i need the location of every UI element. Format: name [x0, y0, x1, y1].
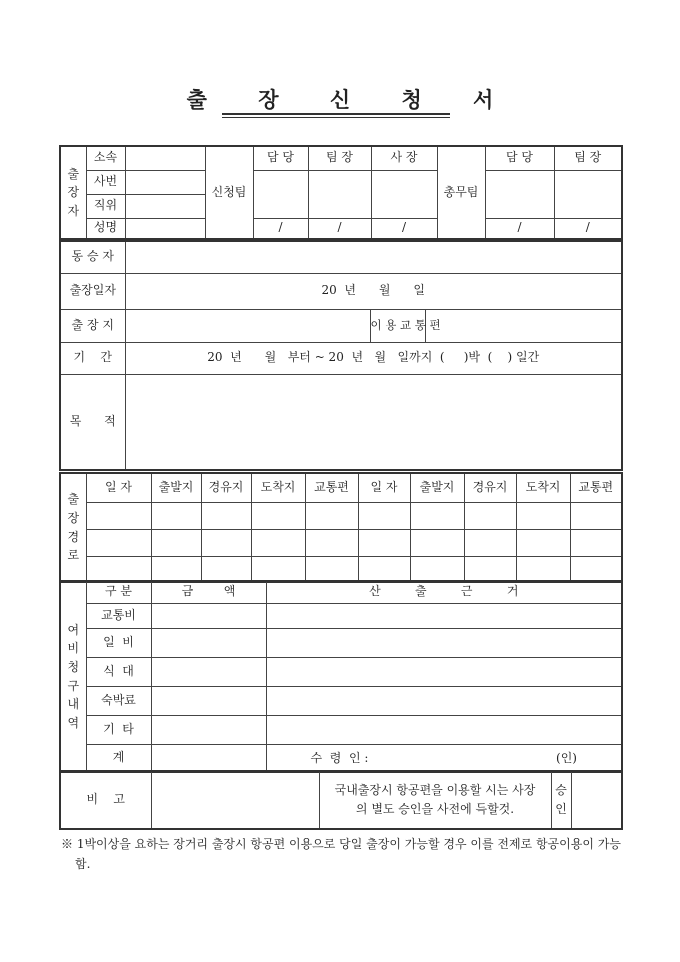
- route-cell[interactable]: [305, 529, 358, 556]
- general-staff-header: 담 당: [485, 146, 554, 170]
- route-cell[interactable]: [464, 529, 516, 556]
- route-cell[interactable]: [201, 529, 251, 556]
- expense-basis[interactable]: [266, 657, 622, 686]
- request-staff-sign[interactable]: [253, 170, 308, 218]
- route-cell[interactable]: [86, 529, 151, 556]
- route-header-arrival: 도착지: [251, 473, 305, 502]
- route-cell[interactable]: [201, 502, 251, 529]
- route-cell[interactable]: [410, 556, 464, 582]
- title-underline-thin: [222, 117, 450, 118]
- expense-item-transport: 교통비: [86, 603, 151, 628]
- expense-item-etc: 기 타: [86, 715, 151, 744]
- request-president-header: 사 장: [371, 146, 437, 170]
- route-cell[interactable]: [201, 556, 251, 582]
- route-cell[interactable]: [516, 502, 570, 529]
- route-header-departure-2: 출발지: [410, 473, 464, 502]
- name-field[interactable]: [125, 218, 205, 239]
- general-team-label: 총무팀: [437, 146, 485, 239]
- trip-date-label: 출장일자: [60, 273, 125, 309]
- route-cell[interactable]: [516, 529, 570, 556]
- expense-item-meal: 식 대: [86, 657, 151, 686]
- seal-mark: (인): [556, 750, 577, 765]
- route-cell[interactable]: [151, 529, 201, 556]
- general-teamlead-sign[interactable]: [554, 170, 622, 218]
- route-cell[interactable]: [464, 502, 516, 529]
- route-header-date: 일 자: [86, 473, 151, 502]
- expense-header-amount: 금 액: [151, 581, 266, 603]
- period-label: 기 간: [60, 342, 125, 374]
- affiliation-field[interactable]: [125, 146, 205, 170]
- companion-field[interactable]: [125, 241, 622, 273]
- position-field[interactable]: [125, 194, 205, 218]
- trip-date-value[interactable]: 20 년 월 일: [125, 273, 622, 309]
- employee-id-field[interactable]: [125, 170, 205, 194]
- employee-id-label: 사번: [86, 170, 125, 194]
- route-header-transport: 교통편: [305, 473, 358, 502]
- route-cell[interactable]: [410, 529, 464, 556]
- route-cell[interactable]: [410, 502, 464, 529]
- general-teamlead-header: 팀 장: [554, 146, 622, 170]
- request-teamlead-header: 팀 장: [308, 146, 371, 170]
- approve-sign[interactable]: [571, 771, 622, 829]
- route-cell[interactable]: [464, 556, 516, 582]
- request-teamlead-date[interactable]: /: [308, 218, 371, 239]
- route-table: [59, 472, 623, 583]
- route-cell[interactable]: [570, 529, 622, 556]
- route-cell[interactable]: [86, 502, 151, 529]
- expense-label: 여 비 청 구 내 역: [60, 581, 86, 772]
- transport-field[interactable]: [425, 309, 622, 342]
- general-staff-sign[interactable]: [485, 170, 554, 218]
- destination-label: 출 장 지: [60, 309, 125, 342]
- trip-info-table: [59, 240, 623, 471]
- expense-amount[interactable]: [151, 686, 266, 715]
- route-cell[interactable]: [151, 502, 201, 529]
- period-value[interactable]: 20 년 월 부터 ~ 20 년 월 일까지 ( )박 ( ) 일간: [125, 342, 622, 374]
- transport-label: 이 용 교 통 편: [370, 309, 425, 342]
- position-label: 직위: [86, 194, 125, 218]
- route-cell[interactable]: [358, 502, 410, 529]
- route-cell[interactable]: [151, 556, 201, 582]
- route-cell[interactable]: [86, 556, 151, 582]
- receiver-label: 수 령 인 :: [310, 750, 369, 765]
- companion-label: 동 승 자: [60, 241, 125, 273]
- route-header-via: 경유지: [201, 473, 251, 502]
- route-cell[interactable]: [305, 556, 358, 582]
- expense-item-daily: 일 비: [86, 628, 151, 657]
- expense-basis[interactable]: [266, 628, 622, 657]
- route-label: 출 장 경 로: [60, 473, 86, 582]
- purpose-field[interactable]: [125, 374, 622, 470]
- route-header-arrival-2: 도착지: [516, 473, 570, 502]
- expense-header-category: 구 분: [86, 581, 151, 603]
- applicant-label: 출 장 자: [60, 146, 86, 239]
- route-cell[interactable]: [358, 556, 410, 582]
- purpose-label: 목 적: [60, 374, 125, 470]
- affiliation-label: 소속: [86, 146, 125, 170]
- expense-table: [59, 580, 623, 773]
- expense-item-total: 계: [86, 744, 151, 772]
- route-cell[interactable]: [251, 502, 305, 529]
- expense-basis[interactable]: [266, 715, 622, 744]
- expense-amount[interactable]: [151, 628, 266, 657]
- general-teamlead-date[interactable]: /: [554, 218, 622, 239]
- request-president-date[interactable]: /: [371, 218, 437, 239]
- route-cell[interactable]: [251, 556, 305, 582]
- expense-item-lodging: 숙박료: [86, 686, 151, 715]
- route-cell[interactable]: [570, 502, 622, 529]
- request-teamlead-sign[interactable]: [308, 170, 371, 218]
- general-staff-date[interactable]: /: [485, 218, 554, 239]
- request-president-sign[interactable]: [371, 170, 437, 218]
- expense-total-amount[interactable]: [151, 744, 266, 772]
- request-team-label: 신청팀: [205, 146, 253, 239]
- applicant-approval-table: [59, 145, 623, 240]
- approve-label: 승 인: [551, 771, 571, 829]
- request-staff-date[interactable]: /: [253, 218, 308, 239]
- route-cell[interactable]: [251, 529, 305, 556]
- remarks-field[interactable]: [151, 771, 319, 829]
- remarks-notice: 국내출장시 항공편을 이용할 시는 사장의 별도 승인을 사전에 득할것.: [319, 771, 551, 829]
- expense-amount[interactable]: [151, 657, 266, 686]
- expense-header-basis: 산 출 근 거: [266, 581, 622, 603]
- route-header-departure: 출발지: [151, 473, 201, 502]
- title-underline: [222, 113, 450, 115]
- route-cell[interactable]: [305, 502, 358, 529]
- name-label: 성명: [86, 218, 125, 239]
- route-header-transport-2: 교통편: [570, 473, 622, 502]
- remarks-table: [59, 770, 623, 830]
- route-header-via-2: 경유지: [464, 473, 516, 502]
- expense-basis[interactable]: [266, 603, 622, 628]
- page-title: 출 장 신 청 서: [186, 87, 516, 112]
- request-staff-header: 담 당: [253, 146, 308, 170]
- expense-basis[interactable]: [266, 686, 622, 715]
- receiver-cell[interactable]: [266, 744, 622, 772]
- expense-amount[interactable]: [151, 603, 266, 628]
- expense-amount[interactable]: [151, 715, 266, 744]
- route-header-date-2: 일 자: [358, 473, 410, 502]
- route-cell[interactable]: [570, 556, 622, 582]
- route-cell[interactable]: [358, 529, 410, 556]
- footnote: ※ 1박이상을 요하는 장거리 출장시 항공편 이용으로 당일 출장이 가능할 경우 이를 전제로 항공이용이 가능함.: [61, 837, 621, 872]
- destination-field[interactable]: [125, 309, 370, 342]
- route-cell[interactable]: [516, 556, 570, 582]
- remarks-label: 비 고: [60, 771, 151, 829]
